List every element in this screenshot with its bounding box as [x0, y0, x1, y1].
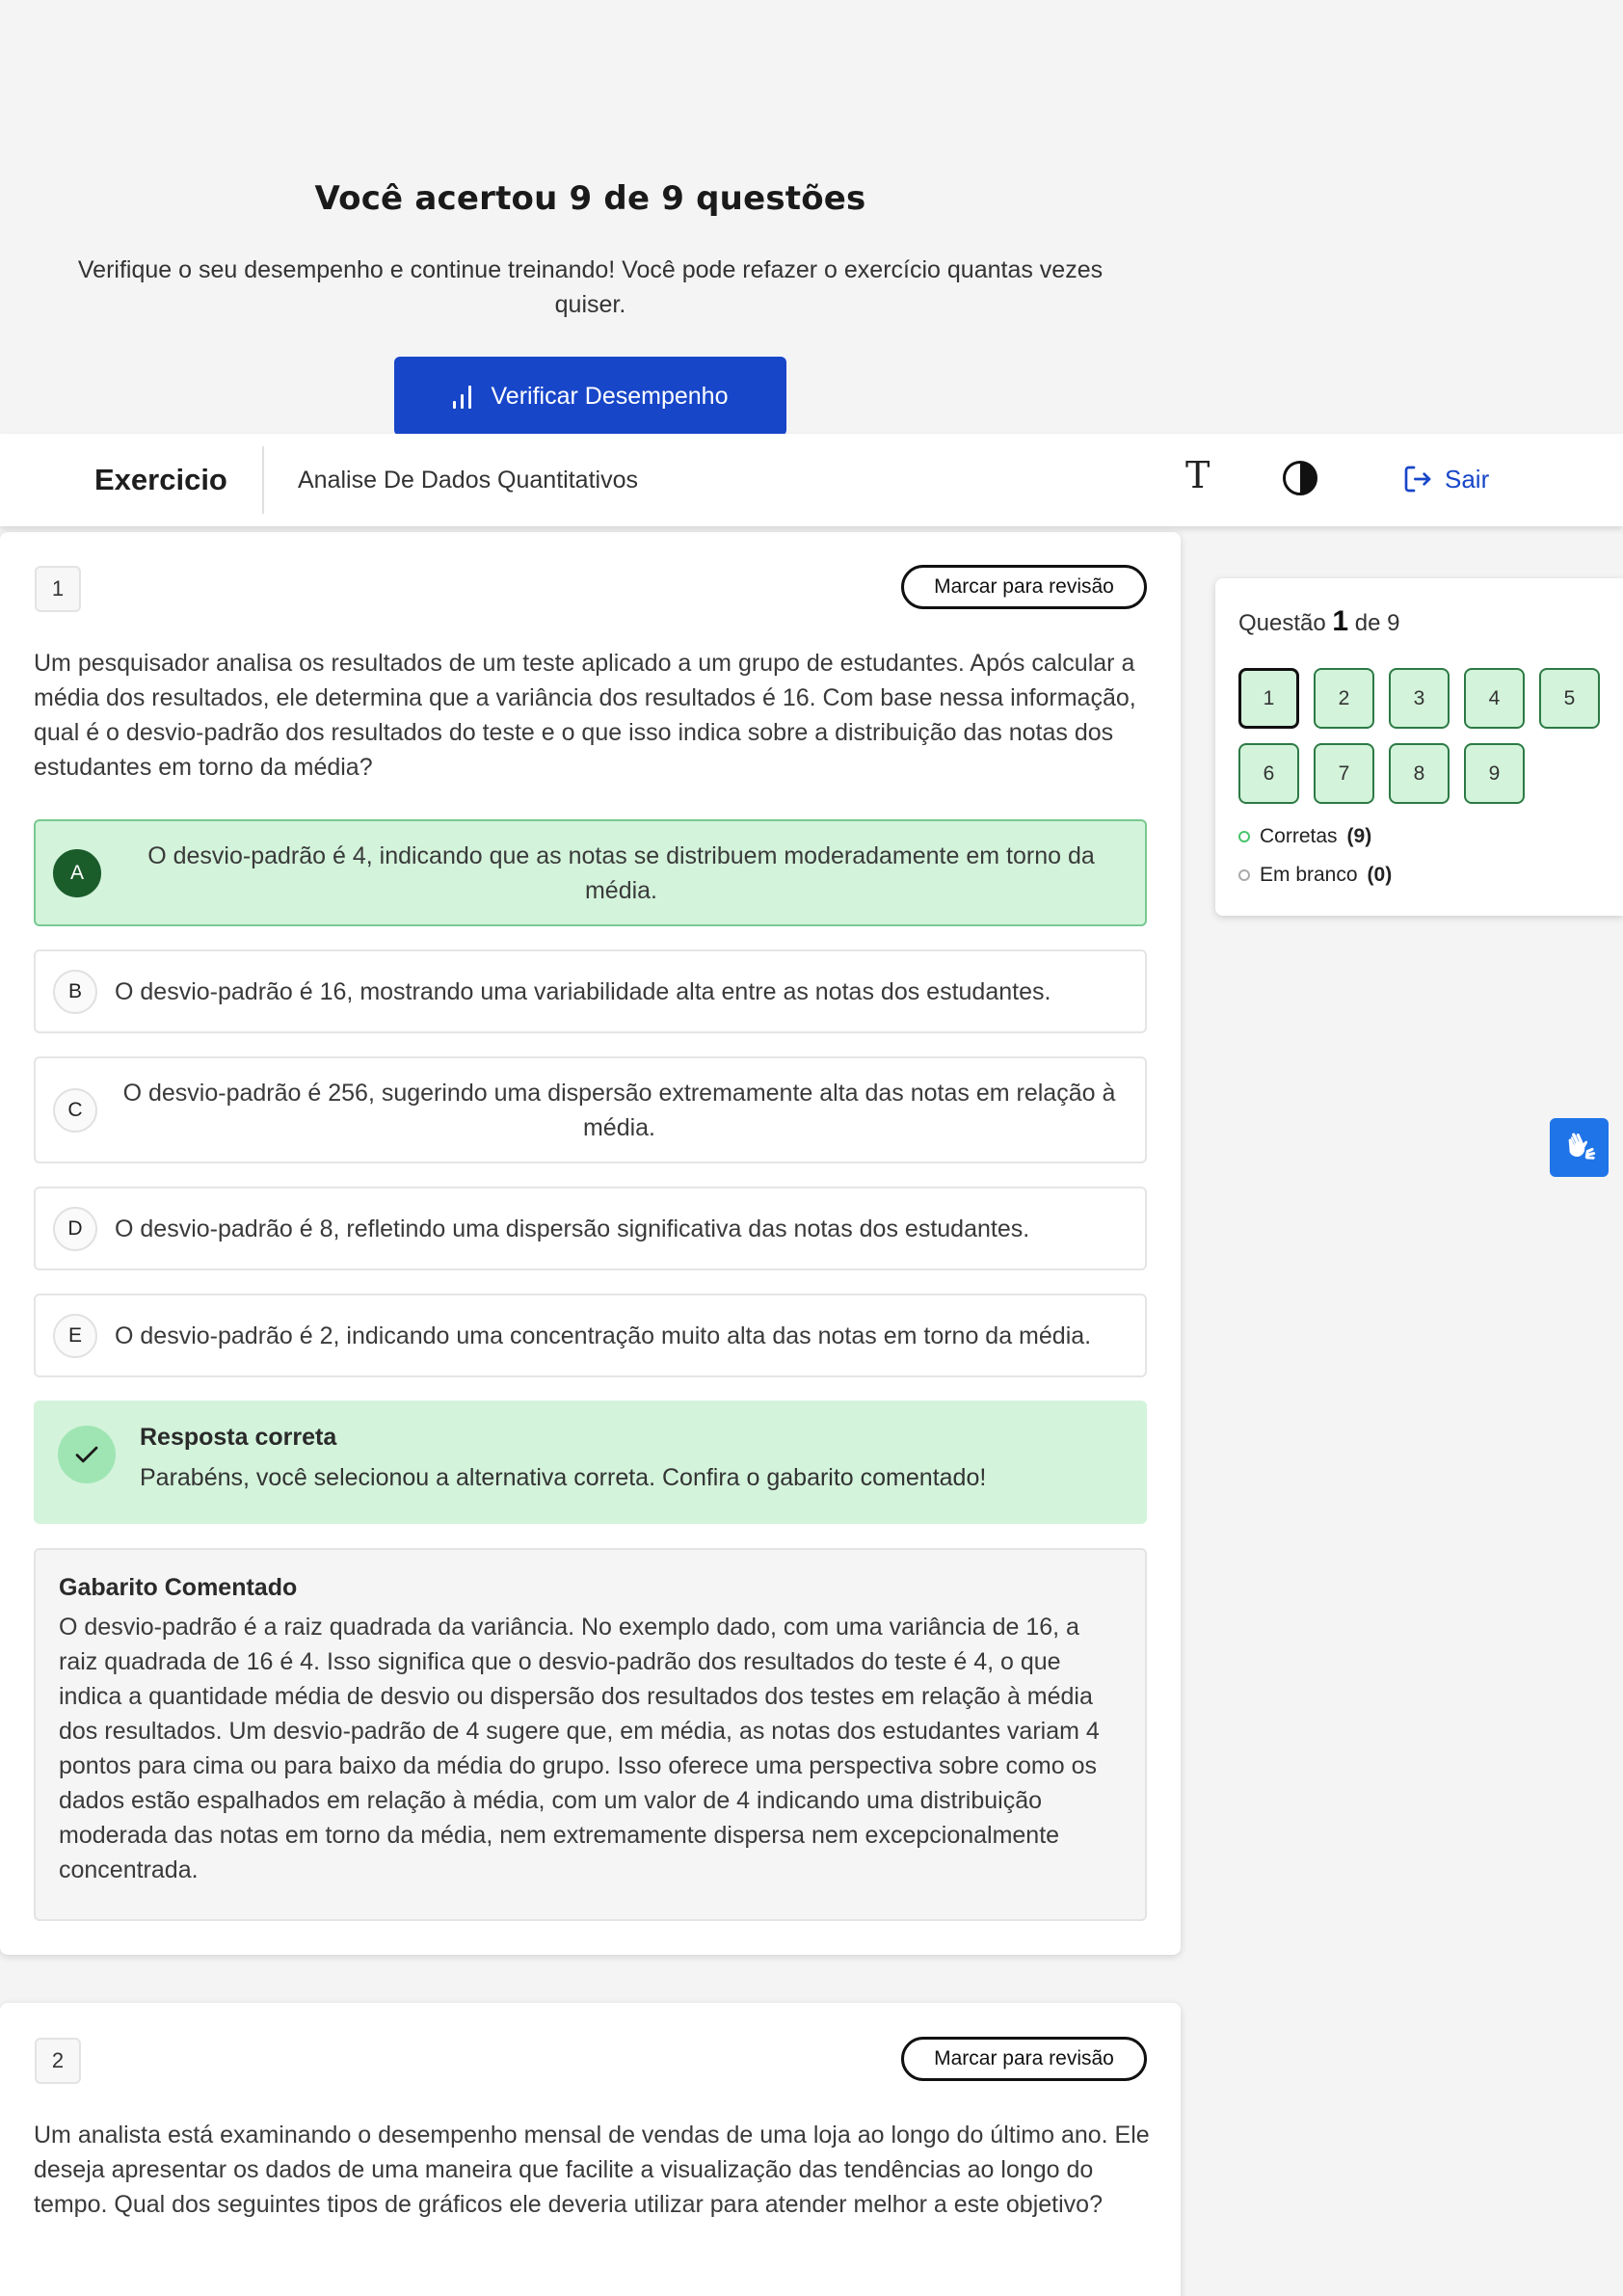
- option-letter: D: [53, 1207, 97, 1251]
- exit-icon: [1402, 464, 1433, 494]
- option-text: O desvio-padrão é 8, refletindo uma dispersão significativa das notas dos estudantes.: [115, 1215, 1030, 1242]
- legend-correct: [1238, 825, 1371, 848]
- question-text: Um analista está examinando o desempenho mensal de vendas de uma loja ao longo do último ano. Ele deseja apresentar os dados de uma maneira que facilite a visualização das tendências ao longo do tempo. Qual dos seguintes tipos de gráficos ele deveria utilizar para atender melhor a este objetivo?: [34, 2122, 1150, 2218]
- exit-button[interactable]: [1402, 462, 1489, 496]
- result-title: Você acertou 9 de 9 questões: [314, 179, 866, 218]
- option-letter: A: [53, 849, 101, 897]
- option-b[interactable]: [34, 949, 1147, 1033]
- feedback-title: Resposta correta: [140, 1424, 337, 1451]
- top-bar: [0, 434, 1623, 526]
- explanation-text: O desvio-padrão é a raiz quadrada da variância. No exemplo dado, com uma variância de 16, a raiz quadrada de 16 é 4. Isso significa que o desvio-padrão dos resultados do teste é 4, o que indica a quantidade média de desvio ou dispersão dos resultados dos testes em relação à média dos resultados. Um desvio-padrão de 4 sugere que, em média, as notas dos estudantes variam 4 pontos para cima ou para baixo da média do grupo. Isso oferece uma perspectiva sobre como os dados estão espalhados em relação à média, com um valor de 4 indicando uma distribuição moderada das notas em torno da média, nem extremamente dispersa nem excepcionalmente concentrada.: [59, 1614, 1100, 1883]
- mark-for-review-button[interactable]: Marcar para revisão: [901, 565, 1147, 609]
- option-letter: C: [53, 1088, 97, 1133]
- legend-correct-count: (9): [1346, 825, 1372, 847]
- navigator-heading-prefix: Questão: [1238, 610, 1326, 636]
- nav-question-7[interactable]: 7: [1314, 743, 1374, 804]
- mark-for-review-button[interactable]: Marcar para revisão: [901, 2037, 1147, 2081]
- verify-performance-label: Verificar Desempenho: [491, 382, 729, 410]
- sign-language-button[interactable]: [1550, 1118, 1609, 1177]
- nav-question-9[interactable]: 9: [1464, 743, 1525, 804]
- nav-question-2[interactable]: 2: [1314, 668, 1374, 729]
- result-subtitle: Verifique o seu desempenho e continue treinando! Você pode refazer o exercício quantas vezes quiser.: [77, 256, 1104, 318]
- legend-blank: [1238, 864, 1392, 887]
- nav-question-3[interactable]: 3: [1389, 668, 1450, 729]
- navigator-heading-suffix: de 9: [1354, 610, 1400, 636]
- option-text: O desvio-padrão é 4, indicando que as notas se distribuem moderadamente em torno da média.: [147, 841, 1095, 904]
- option-e[interactable]: [34, 1294, 1147, 1377]
- question-card: [0, 2003, 1181, 2296]
- nav-question-8[interactable]: 8: [1389, 743, 1450, 804]
- legend-correct-label: Corretas: [1260, 825, 1338, 847]
- nav-question-6[interactable]: 6: [1238, 743, 1299, 804]
- option-text: O desvio-padrão é 2, indicando uma concentração muito alta das notas em torno da média.: [115, 1322, 1092, 1349]
- question-number: 2: [35, 2038, 81, 2084]
- check-icon: [58, 1426, 116, 1483]
- answer-feedback: [34, 1401, 1147, 1524]
- sign-language-icon: [1561, 1130, 1598, 1166]
- result-summary: [0, 0, 1181, 434]
- option-letter: B: [53, 970, 97, 1014]
- question-text: Um pesquisador analisa os resultados de um teste aplicado a um grupo de estudantes. Após calcular a média dos resultados, ele determina que a variância dos resultados é 16. Com base nessa informação, qual é o desvio-padrão dos resultados do teste e o que isso indica sobre a distribuição das notas dos estudantes em torno da média?: [34, 650, 1136, 781]
- header-divider: [262, 446, 264, 514]
- navigator-current: 1: [1332, 605, 1349, 637]
- contrast-icon[interactable]: [1283, 461, 1317, 495]
- option-a[interactable]: [34, 819, 1147, 926]
- nav-question-4[interactable]: 4: [1464, 668, 1525, 729]
- option-letter: E: [53, 1314, 97, 1358]
- course-name: Analise De Dados Quantitativos: [298, 467, 638, 494]
- bar-chart-icon: [453, 384, 478, 409]
- option-d[interactable]: [34, 1187, 1147, 1270]
- option-text: O desvio-padrão é 256, sugerindo uma dispersão extremamente alta das notas em relação à média.: [122, 1079, 1116, 1141]
- verify-performance-button[interactable]: [394, 357, 786, 436]
- legend-blank-count: (0): [1367, 864, 1393, 886]
- exit-label: Sair: [1445, 464, 1490, 494]
- question-number: 1: [35, 566, 81, 612]
- question-navigator: [1215, 578, 1623, 916]
- feedback-text: Parabéns, você selecionou a alternativa correta. Confira o gabarito comentado!: [140, 1464, 987, 1491]
- nav-question-1[interactable]: 1: [1238, 668, 1299, 729]
- app-title: Exercicio: [94, 463, 227, 496]
- legend-blank-label: Em branco: [1260, 864, 1358, 886]
- blank-dot-icon: [1238, 869, 1250, 881]
- answer-explanation: [34, 1548, 1147, 1921]
- option-c[interactable]: [34, 1056, 1147, 1163]
- option-text: O desvio-padrão é 16, mostrando uma variabilidade alta entre as notas dos estudantes.: [115, 977, 1051, 1005]
- explanation-title: Gabarito Comentado: [59, 1574, 298, 1601]
- navigator-heading: [1238, 605, 1399, 638]
- font-size-icon[interactable]: T: [1185, 454, 1211, 496]
- nav-question-5[interactable]: 5: [1539, 668, 1600, 729]
- correct-dot-icon: [1238, 831, 1250, 842]
